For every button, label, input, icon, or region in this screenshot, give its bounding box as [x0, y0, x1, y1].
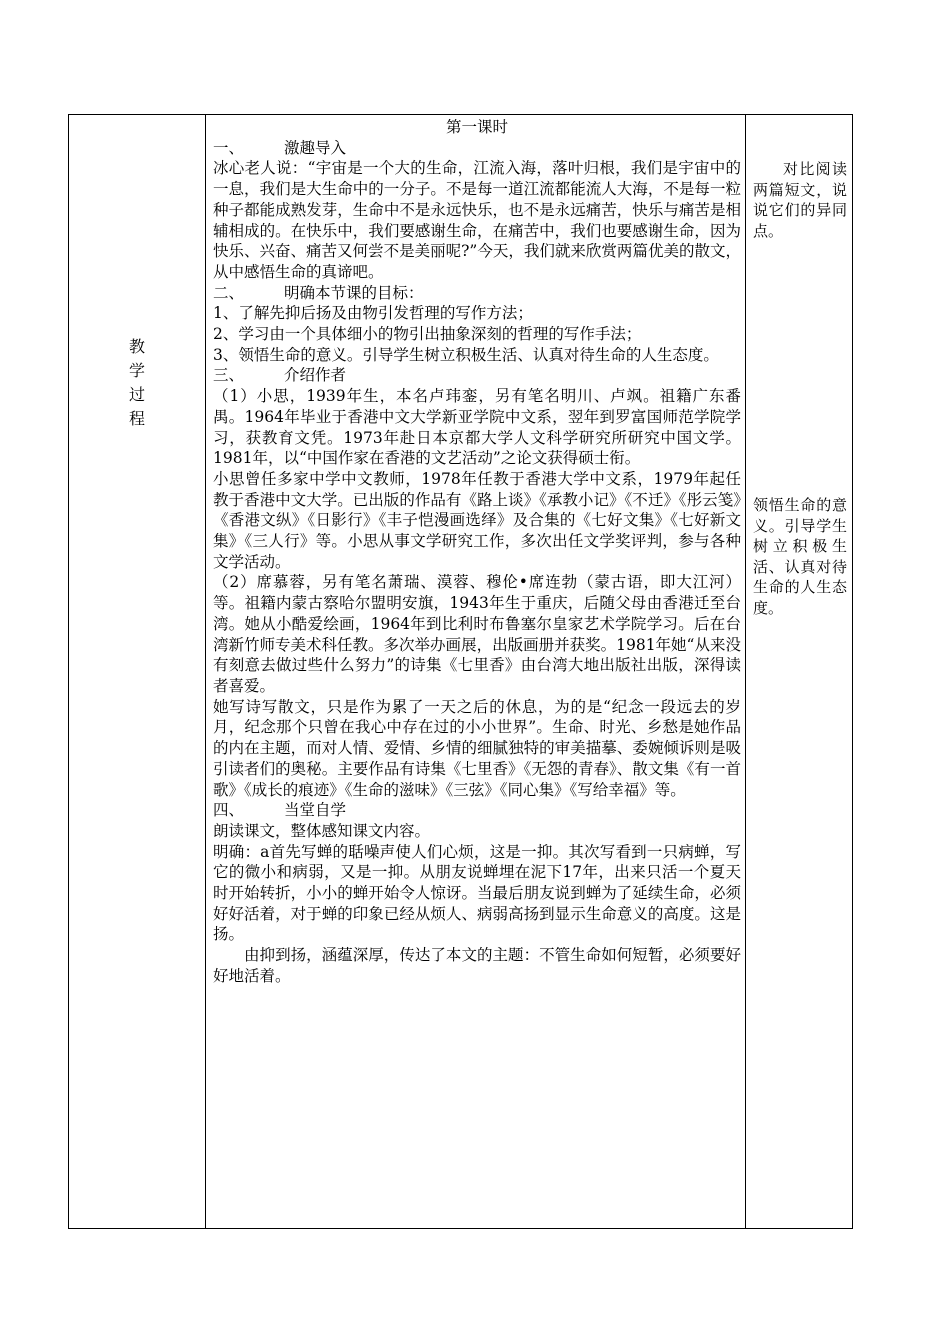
goal-item: 2、学习由一个具体细小的物引出抽象深刻的哲理的写作手法； [213, 325, 642, 344]
side-note-compare [753, 159, 847, 241]
conclusion-paragraph: 由抑到扬，涵蕴深厚，传达了本文的主题：不管生命如何短暂，必须要好好地活着。 [213, 946, 741, 985]
section-number: 一、 [213, 138, 245, 157]
teaching-process-label: 教学过程 [128, 337, 145, 428]
section-title: 介绍作者 [284, 366, 347, 385]
lesson-content [213, 117, 741, 987]
section-title: 明确本节课的目标： [284, 283, 424, 302]
section-number: 二、 [213, 283, 245, 302]
section-number: 三、 [213, 366, 245, 385]
goal-item: 1、了解先抑后扬及由物引发哲理的写作方法； [213, 304, 533, 323]
section-heading [213, 138, 741, 159]
left-column [69, 115, 205, 1228]
author-paragraph: （2）席慕蓉，另有笔名萧瑞、漠蓉、穆伦•席连勃（蒙古语，即大江河）等。祖籍内蒙古察哈尔盟明安旗，1943年生于重庆，后随父母由香港迁至台湾。她从小酷爱绘画，1964年到比利时布鲁塞尔皇家艺术学院学习。后在台湾新竹师专美术科任教。多次举办画展，出版画册并获奖。1981年她“从来没有刻意去做过些什么努力”的诗集《七里香》由台湾大地出版社出版，深得读者喜爱。 [213, 573, 741, 695]
section-heading [213, 365, 741, 386]
lesson-title: 第一课时 [445, 118, 508, 136]
column-divider [745, 115, 746, 1228]
author-paragraph: 小思曾任多家中学中文教师，1978年任教于香港大学中文系，1979年起任教于香港中文大学。已出版的作品有《路上谈》《承教小记》《不迁》《彤云笺》《香港文纵》《日影行》《丰子恺漫画选绎》及合集的《七好文集》《七好新文集》《三人行》等。小思从事文学研究工作，多次出任文学奖评判，参与各种文学活动。 [213, 469, 741, 571]
author-paragraph: （1）小思，1939年生，本名卢玮銮，另有笔名明川、卢飒。祖籍广东番禺。1964年毕业于香港中文大学新亚学院中文系，翌年到罗富国师范学院学习，获教育文凭。1973年赴日本京都大学人文科学研究所研究中国文学。1981年，以“中国作家在香港的文艺活动”之论文获得硕士衔。 [213, 387, 741, 468]
column-divider [205, 115, 206, 1228]
self-study-paragraph: 明确：a首先写蝉的聒噪声使人们心烦，这是一抑。其次写看到一只病蝉，写它的微小和病弱，又是一抑。从朋友说蝉埋在泥下17年，出来只活一个夏天时开始转折，小小的蝉开始令人惊讶。当最后朋友说到蝉为了延续生命，必须好好活着，对于蝉的印象已经从烦人、病弱高扬到显示生命意义的高度。这是扬。 [213, 842, 741, 944]
intro-paragraph: 冰心老人说：“宇宙是一个大的生命，江流入海，落叶归根，我们是宇宙中的一息，我们是大生命中的一分子。不是每一道江流都能流人大海，不是每一粒种子都能成熟发芽，生命中不是永远快乐，也不是永远痛苦，快乐与痛苦是相辅相成的。在快乐中，我们要感谢生命，在痛苦中，我们也要感谢生命，因为快乐、兴奋、痛苦又何尝不是美丽呢?”今天，我们就来欣赏两篇优美的散文，从中感悟生命的真谛吧。 [213, 159, 741, 281]
side-note-text: 对比阅读两篇短文，说说它们的异同点。 [753, 160, 847, 240]
goal-item: 3、领悟生命的意义。引导学生树立积极生活、认真对待生命的人生态度。 [213, 345, 719, 364]
section-number: 四、 [213, 801, 245, 820]
section-title: 激趣导入 [284, 138, 347, 157]
author-paragraph: 她写诗写散文，只是作为累了一天之后的休息，为的是“纪念一段远去的岁月，纪念那个只曾在我心中存在过的小小世界”。生命、时光、乡愁是她作品的内在主题，而对人情、爱情、乡情的细腻独特的审美描摹、委婉倾诉则是吸引读者们的奥秘。主要作品有诗集《七里香》《无怨的青春》、散文集《有一首歌》《成长的痕迹》《生命的滋味》《三弦》《同心集》《写给幸福》等。 [213, 697, 741, 799]
lesson-table [68, 114, 853, 1229]
section-heading [213, 800, 741, 821]
self-study-paragraph: 朗读课文，整体感知课文内容。 [213, 821, 431, 840]
section-title: 当堂自学 [284, 801, 347, 820]
section-heading [213, 283, 741, 304]
side-note-life [753, 495, 847, 618]
side-note-text: 领悟生命的意义。引导学生树立积极生活、认真对待生命的人生态度。 [753, 496, 847, 617]
